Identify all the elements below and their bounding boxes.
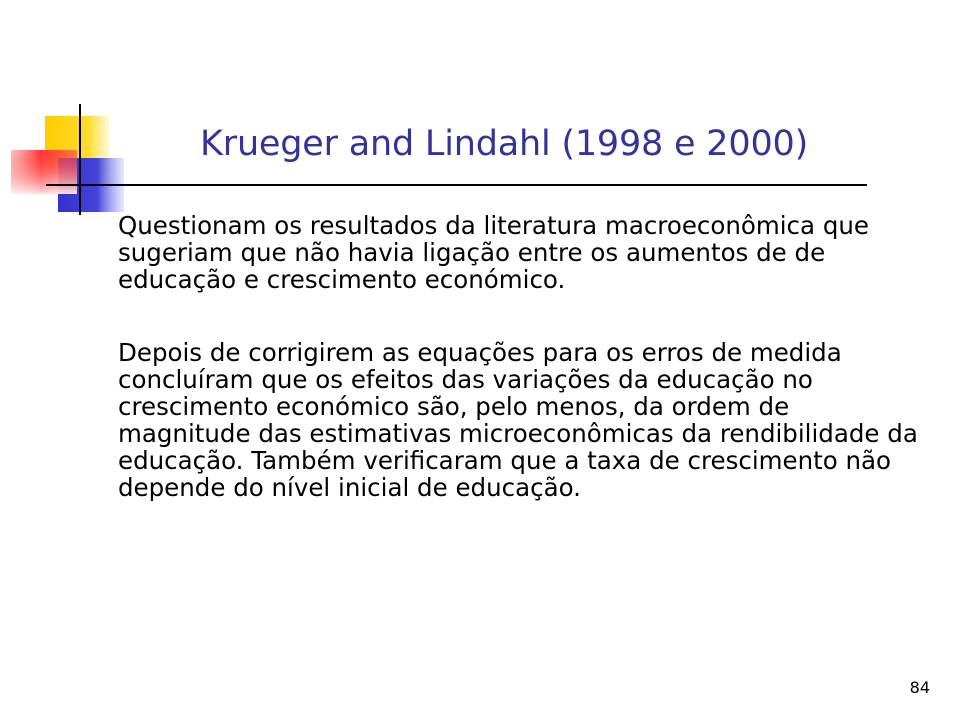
slide-body — [118, 212, 918, 501]
color-squares-logo-icon — [0, 0, 200, 230]
title-divider — [94, 184, 867, 186]
paragraph: Questionam os resultados da literatura macroeconômica que sugeriam que não havia ligação entre os aumentos de de educação e crescimento económico. — [118, 211, 869, 294]
slide-title: Krueger and Lindahl (1998 e 2000) — [200, 124, 809, 164]
page-number: 84 — [909, 678, 930, 697]
paragraph: Depois de corrigirem as equações para os erros de medida concluíram que os efeitos das variações da educação no crescimento económico são, pelo menos, da ordem de magnitude das estimativas microeconômicas da rendibilidade da educação. Também verificaram que a taxa de crescimento não depende do nível inicial de educação. — [118, 338, 918, 502]
